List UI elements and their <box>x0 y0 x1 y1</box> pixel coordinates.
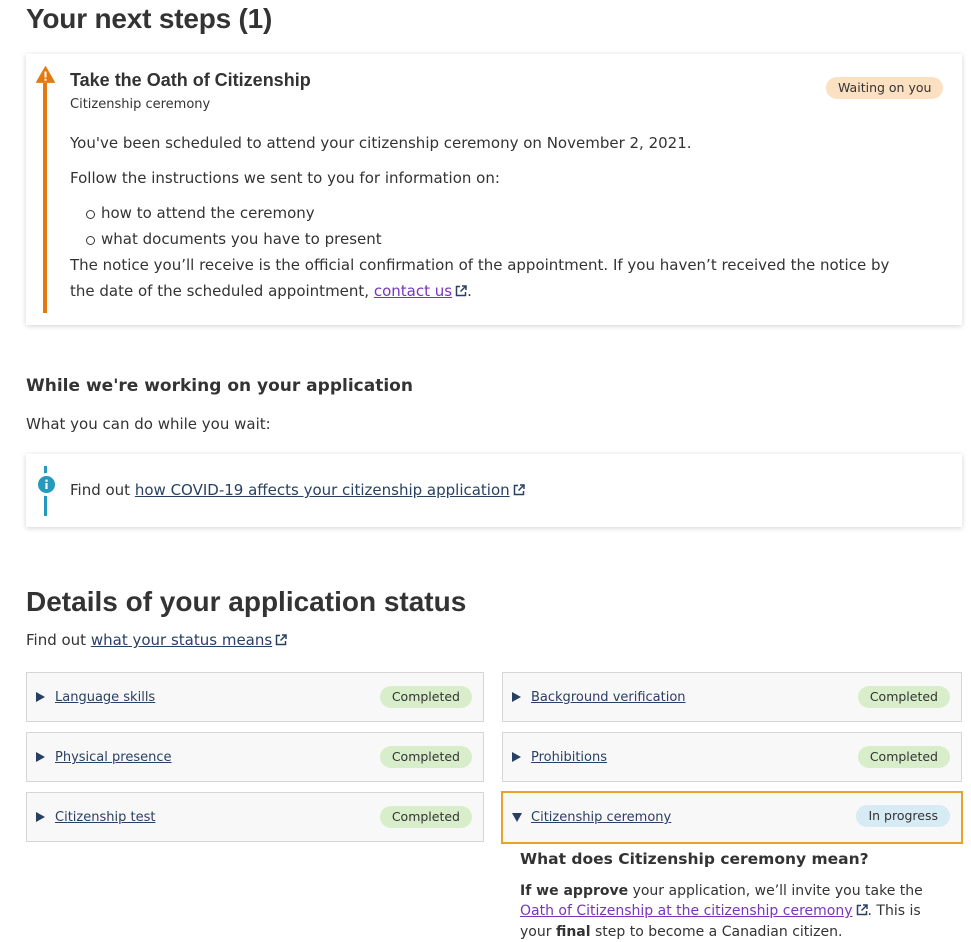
instructions-paragraph: Follow the instructions we sent to you for information on: <box>70 169 500 187</box>
triangle-down-icon <box>512 813 522 822</box>
next-step-title: Take the Oath of Citizenship <box>70 70 311 90</box>
list-item: how to attend the ceremony <box>101 204 315 222</box>
details-heading: Details of your application status <box>26 586 467 617</box>
working-heading: While we're working on your application <box>26 376 413 396</box>
triangle-right-icon <box>512 692 521 702</box>
accordion-citizenship-test[interactable] <box>26 792 484 842</box>
status-badge: In progress <box>856 805 950 827</box>
schedule-paragraph: You've been scheduled to attend your citizenship ceremony on November 2, 2021. <box>70 134 692 152</box>
accordion-label[interactable]: Background verification <box>531 690 686 705</box>
warning-accent-bar <box>43 66 47 313</box>
notice-text: the date of the scheduled appointment, <box>70 282 370 300</box>
covid-info-link[interactable]: how COVID-19 affects your citizenship application <box>134 481 510 499</box>
details-intro <box>26 631 287 650</box>
accordion-label[interactable]: Language skills <box>55 690 156 705</box>
notice-paragraph-line2 <box>70 282 472 301</box>
status-badge: Completed <box>858 746 950 768</box>
ceremony-detail-paragraph <box>520 881 945 942</box>
detail-bold-final: final <box>555 924 591 940</box>
working-intro: What you can do while you wait: <box>26 415 271 433</box>
details-intro-prefix: Find out <box>26 631 87 649</box>
notice-paragraph-line1: The notice you’ll receive is the official confirmation of the appointment. If you haven’t received the notice by <box>70 256 890 274</box>
accordion-prohibitions[interactable] <box>502 732 962 782</box>
detail-text: your application, we’ll invite you take the <box>628 883 923 899</box>
info-text <box>70 481 525 500</box>
external-link-icon <box>455 283 467 301</box>
info-card <box>26 454 962 527</box>
detail-text: . This is your <box>520 903 921 940</box>
triangle-right-icon <box>36 812 45 822</box>
status-badge: Completed <box>380 686 472 708</box>
accordion-language-skills[interactable] <box>26 672 484 722</box>
accordion-label[interactable]: Physical presence <box>55 750 172 765</box>
triangle-right-icon <box>36 752 45 762</box>
accordion-citizenship-ceremony[interactable] <box>501 791 963 844</box>
contact-us-link[interactable]: contact us <box>373 282 453 300</box>
ceremony-detail-heading: What does Citizenship ceremony mean? <box>520 850 869 868</box>
status-badge: Completed <box>380 746 472 768</box>
status-meaning-link[interactable]: what your status means <box>90 631 273 649</box>
oath-ceremony-link[interactable]: Oath of Citizenship at the citizenship ceremony <box>520 903 853 919</box>
info-prefix: Find out <box>70 481 131 499</box>
info-icon <box>35 473 58 496</box>
triangle-right-icon <box>36 692 45 702</box>
accordion-label[interactable]: Prohibitions <box>531 750 608 765</box>
external-link-icon <box>513 482 525 500</box>
notice-suffix: . <box>467 282 472 300</box>
bullet-marker <box>86 210 95 219</box>
accordion-physical-presence[interactable] <box>26 732 484 782</box>
next-step-subtitle: Citizenship ceremony <box>70 97 211 112</box>
list-item: what documents you have to present <box>101 230 382 248</box>
detail-text: step to become a Canadian citizen. <box>590 924 843 940</box>
status-badge-waiting: Waiting on you <box>826 77 943 99</box>
external-link-icon <box>275 632 287 650</box>
status-badge: Completed <box>380 806 472 828</box>
accordion-label[interactable]: Citizenship test <box>55 810 156 825</box>
external-link-icon <box>856 902 868 922</box>
detail-bold-start: If we approve <box>520 883 629 899</box>
status-badge: Completed <box>858 686 950 708</box>
warning-icon <box>36 66 55 83</box>
next-step-card <box>26 54 962 325</box>
accordion-label[interactable]: Citizenship ceremony <box>531 810 672 825</box>
page-title: Your next steps (1) <box>26 3 273 34</box>
bullet-marker <box>86 236 95 245</box>
accordion-background-verification[interactable] <box>502 672 962 722</box>
triangle-right-icon <box>512 752 521 762</box>
